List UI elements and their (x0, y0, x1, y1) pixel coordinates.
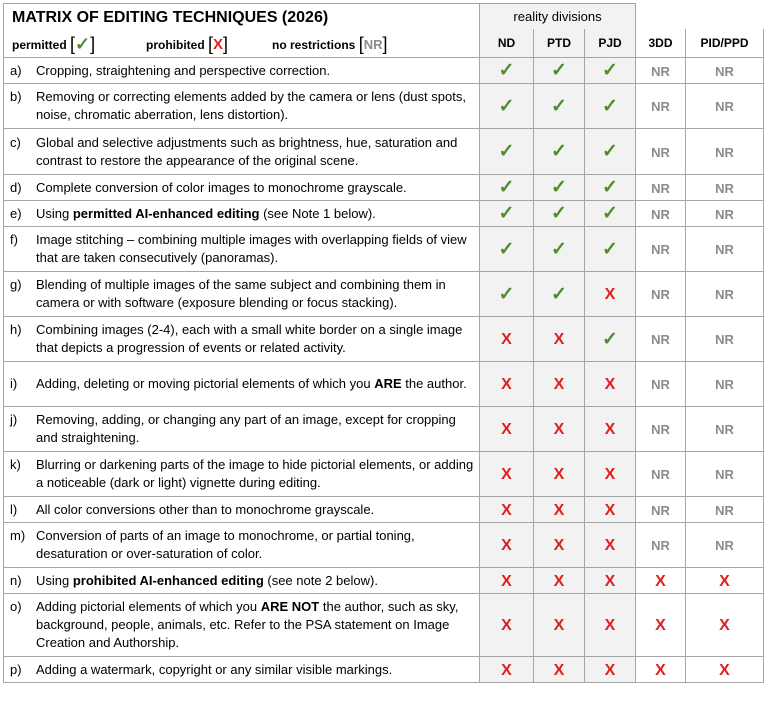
nr-badge: NR (715, 144, 734, 160)
row-letter: j) (10, 412, 18, 427)
legend-no-restrictions: no restrictions [ NR ] (272, 34, 388, 54)
table-row (4, 452, 764, 497)
header-blank (636, 4, 764, 30)
row-text-pre: Combining images (2-4), each with a small white border on a single image that depicts a progression of events or related activity. (36, 322, 463, 355)
row-text-pre: Adding pictorial elements of which you (36, 599, 261, 614)
row-text (36, 321, 475, 357)
row-letter: k) (10, 457, 21, 472)
check-icon: ✓ (551, 203, 567, 224)
technique-description (4, 129, 480, 175)
cell-pjd (585, 497, 636, 523)
cell-ptd (534, 272, 585, 317)
row-text-pre: Conversion of parts of an image to monochrome, or partial toning, desaturation or over-saturation of color. (36, 528, 415, 561)
cross-icon: X (501, 537, 512, 554)
row-text-pre: Cropping, straightening and perspective correction. (36, 62, 331, 78)
cell-pjd (585, 362, 636, 407)
table-row (4, 317, 764, 362)
table-row (4, 407, 764, 452)
row-letter: i) (10, 376, 18, 391)
col-header-3dd: 3DD (636, 29, 686, 57)
row-text-pre: Blending of multiple images of the same subject and combining them in camera or with software (exposure blending or focus stacking). (36, 277, 446, 310)
technique-description (4, 58, 480, 84)
cell-3dd (636, 452, 686, 497)
cross-icon: X (553, 331, 565, 348)
check-icon: ✓ (602, 328, 618, 350)
table-row (4, 657, 764, 683)
row-text (36, 375, 475, 393)
legend-prohibited-label: prohibited (146, 37, 205, 52)
cell-nd (480, 317, 534, 362)
cell-3dd (636, 227, 686, 272)
legend-permitted: permitted [ ✓ ] (12, 34, 96, 54)
nr-badge: NR (715, 538, 734, 553)
cell-pjd (585, 227, 636, 272)
cross-icon: X (604, 376, 616, 393)
row-text (36, 88, 475, 124)
cell-pid-ppd (686, 452, 764, 497)
row-text (36, 62, 475, 80)
cross-icon: X (604, 466, 616, 483)
cell-ptd (534, 175, 585, 201)
row-letter: e) (10, 205, 22, 221)
nr-badge: NR (715, 63, 734, 79)
technique-description (4, 523, 480, 568)
table-row (4, 272, 764, 317)
cross-icon: X (553, 617, 565, 634)
check-icon: ✓ (498, 238, 515, 260)
cell-3dd (636, 497, 686, 523)
legend-prohibited: prohibited [ X ] (146, 34, 229, 54)
row-text (36, 231, 475, 267)
cell-pid-ppd (686, 407, 764, 452)
row-text (36, 276, 475, 312)
table-row (4, 362, 764, 407)
cell-pjd (585, 84, 636, 129)
cell-ptd (534, 58, 585, 84)
nr-badge: NR (651, 538, 670, 553)
cell-3dd (636, 129, 686, 175)
row-text (36, 134, 475, 170)
cross-icon: X (604, 661, 616, 679)
cell-nd (480, 84, 534, 129)
row-text-pre: All color conversions other than to monochrome grayscale. (36, 501, 375, 517)
cross-icon: X (604, 421, 616, 438)
nr-badge: NR (651, 99, 670, 114)
cell-pid-ppd (686, 657, 764, 683)
cell-ptd (534, 227, 585, 272)
cross-icon: X (604, 572, 616, 590)
cross-icon: X (604, 501, 616, 519)
cell-ptd (534, 523, 585, 568)
row-text (36, 572, 475, 590)
nr-badge: NR (715, 332, 734, 347)
nr-badge: NR (363, 37, 383, 52)
cell-pjd (585, 201, 636, 227)
cell-pid-ppd (686, 568, 764, 594)
cell-ptd (534, 657, 585, 683)
row-text-post: the author, such as sky, background, people, animals, etc. Refer to the PSA statement on Image Creation and Authorship. (36, 599, 459, 650)
cell-3dd (636, 407, 686, 452)
cell-3dd (636, 362, 686, 407)
row-text (36, 598, 475, 652)
row-text-pre: Complete conversion of color images to monochrome grayscale. (36, 179, 407, 195)
cell-nd (480, 58, 534, 84)
check-icon: ✓ (551, 95, 567, 117)
check-icon: ✓ (498, 177, 515, 198)
row-text-bold: prohibited AI-enhanced editing (72, 572, 264, 588)
table-row (4, 497, 764, 523)
check-icon: ✓ (551, 60, 567, 81)
table-row (4, 58, 764, 84)
cell-3dd (636, 201, 686, 227)
check-icon: ✓ (602, 203, 618, 224)
nr-badge: NR (651, 180, 670, 196)
table-row (4, 84, 764, 129)
legend (12, 34, 473, 55)
cell-3dd (636, 272, 686, 317)
cell-pjd (585, 657, 636, 683)
cell-nd (480, 523, 534, 568)
cell-nd (480, 497, 534, 523)
cross-icon: X (213, 36, 224, 53)
cell-nd (480, 568, 534, 594)
technique-description (4, 84, 480, 129)
technique-description (4, 407, 480, 452)
cell-nd (480, 657, 534, 683)
cross-icon: X (655, 572, 666, 590)
cross-icon: X (501, 376, 512, 393)
cell-pjd (585, 594, 636, 657)
legend-permitted-label: permitted (12, 37, 67, 52)
check-icon: ✓ (498, 283, 515, 305)
row-text-pre: Using (36, 572, 73, 588)
row-letter: l) (10, 501, 18, 517)
row-text-pre: Blurring or darkening parts of the image to hide pictorial elements, or adding a noticeable (dark or light) vignette during editing. (36, 457, 474, 490)
row-text-post: the author. (401, 376, 467, 391)
legend-nr-label: no restrictions (272, 37, 356, 52)
check-icon: ✓ (602, 141, 618, 162)
row-text-post: (see note 2 below). (263, 572, 378, 588)
check-icon: ✓ (551, 141, 567, 162)
cross-icon: X (604, 537, 616, 554)
technique-description (4, 201, 480, 227)
cross-icon: X (501, 466, 512, 483)
row-text (36, 411, 475, 447)
cell-ptd (534, 407, 585, 452)
cross-icon: X (719, 617, 730, 634)
cell-pid-ppd (686, 594, 764, 657)
technique-description (4, 362, 480, 407)
table-row (4, 201, 764, 227)
row-text (36, 179, 475, 197)
cross-icon: X (553, 376, 565, 393)
row-text-pre: Adding a watermark, copyright or any similar visible markings. (36, 661, 393, 677)
row-letter: o) (10, 599, 22, 614)
row-text (36, 205, 475, 223)
row-text (36, 527, 475, 563)
cell-pjd (585, 568, 636, 594)
cell-3dd (636, 84, 686, 129)
table-row (4, 129, 764, 175)
col-header-ptd: PTD (534, 29, 585, 57)
cell-ptd (534, 362, 585, 407)
cell-pid-ppd (686, 272, 764, 317)
cell-nd (480, 201, 534, 227)
cell-3dd (636, 523, 686, 568)
technique-description (4, 657, 480, 683)
row-text (36, 501, 475, 519)
cell-ptd (534, 497, 585, 523)
cell-nd (480, 272, 534, 317)
col-header-nd: ND (480, 29, 534, 57)
check-icon: ✓ (551, 283, 567, 305)
row-letter: n) (10, 572, 22, 588)
row-text-pre: Removing, adding, or changing any part of an image, except for cropping and straightening. (36, 412, 456, 445)
technique-description (4, 568, 480, 594)
row-text (36, 661, 475, 679)
cell-pid-ppd (686, 317, 764, 362)
row-text-pre: Removing or correcting elements added by the camera or lens (dust spots, noise, chromatic aberration, lens distortion). (36, 89, 466, 122)
cross-icon: X (553, 421, 565, 438)
row-letter: p) (10, 661, 22, 677)
row-text (36, 456, 475, 492)
nr-badge: NR (715, 377, 734, 392)
check-icon: ✓ (602, 95, 618, 117)
cell-pjd (585, 452, 636, 497)
cell-3dd (636, 317, 686, 362)
technique-description (4, 317, 480, 362)
col-header-pjd: PJD (585, 29, 636, 57)
check-icon: ✓ (75, 34, 91, 54)
cell-ptd (534, 568, 585, 594)
check-icon: ✓ (551, 238, 567, 260)
check-icon: ✓ (498, 141, 515, 162)
nr-badge: NR (715, 180, 734, 196)
nr-badge: NR (651, 144, 670, 160)
cell-nd (480, 594, 534, 657)
cross-icon: X (501, 572, 512, 590)
table-row (4, 227, 764, 272)
technique-description (4, 452, 480, 497)
technique-description (4, 227, 480, 272)
row-text-bold: permitted AI-enhanced editing (72, 205, 260, 221)
check-icon: ✓ (602, 238, 618, 260)
cell-pid-ppd (686, 362, 764, 407)
technique-description (4, 272, 480, 317)
cross-icon: X (501, 331, 512, 348)
nr-badge: NR (715, 287, 734, 302)
cell-ptd (534, 452, 585, 497)
cell-nd (480, 452, 534, 497)
cell-pid-ppd (686, 201, 764, 227)
technique-description (4, 175, 480, 201)
cross-icon: X (501, 617, 512, 634)
row-letter: b) (10, 89, 22, 104)
check-icon: ✓ (602, 60, 618, 81)
cell-ptd (534, 84, 585, 129)
cell-pjd (585, 407, 636, 452)
cell-pjd (585, 272, 636, 317)
cell-pid-ppd (686, 523, 764, 568)
nr-badge: NR (651, 332, 670, 347)
col-header-pid-ppd: PID/PPD (686, 29, 764, 57)
cell-nd (480, 175, 534, 201)
cell-nd (480, 227, 534, 272)
nr-badge: NR (651, 287, 670, 302)
check-icon: ✓ (498, 95, 515, 117)
cross-icon: X (553, 501, 565, 519)
nr-badge: NR (651, 63, 670, 79)
check-icon: ✓ (498, 60, 515, 81)
cell-ptd (534, 317, 585, 362)
cell-ptd (534, 201, 585, 227)
cell-pid-ppd (686, 129, 764, 175)
row-letter: a) (10, 62, 22, 78)
cell-pjd (585, 523, 636, 568)
row-letter: h) (10, 322, 22, 337)
row-text-bold: ARE (374, 376, 402, 391)
cell-pid-ppd (686, 497, 764, 523)
cross-icon: X (501, 501, 512, 519)
nr-badge: NR (715, 242, 734, 257)
cross-icon: X (501, 421, 512, 438)
cross-icon: X (604, 286, 616, 303)
nr-badge: NR (651, 422, 670, 437)
row-letter: d) (10, 179, 22, 195)
row-text-pre: Global and selective adjustments such as brightness, hue, saturation and contrast to restore the appearance of the original scene. (36, 134, 458, 168)
check-icon: ✓ (602, 177, 618, 198)
table-row (4, 175, 764, 201)
cross-icon: X (553, 537, 565, 554)
cross-icon: X (604, 617, 616, 634)
cross-icon: X (553, 661, 565, 679)
cross-icon: X (655, 617, 666, 634)
technique-description (4, 594, 480, 657)
nr-badge: NR (651, 377, 670, 392)
nr-badge: NR (651, 206, 670, 222)
cell-pid-ppd (686, 227, 764, 272)
nr-badge: NR (715, 502, 734, 518)
cross-icon: X (553, 466, 565, 483)
row-letter: m) (10, 528, 26, 543)
table-row (4, 523, 764, 568)
cell-pjd (585, 175, 636, 201)
check-icon: ✓ (551, 177, 567, 198)
cross-icon: X (655, 661, 666, 679)
nr-badge: NR (715, 467, 734, 482)
cell-ptd (534, 594, 585, 657)
page-title: MATRIX OF EDITING TECHNIQUES (2026) (12, 9, 329, 26)
cell-nd (480, 129, 534, 175)
check-icon: ✓ (498, 203, 515, 224)
cross-icon: X (719, 572, 730, 590)
nr-badge: NR (651, 242, 670, 257)
cell-pjd (585, 58, 636, 84)
nr-badge: NR (715, 206, 734, 222)
editing-matrix-table (3, 3, 764, 683)
row-text-post: (see Note 1 below). (259, 205, 376, 221)
table-row (4, 568, 764, 594)
cross-icon: X (719, 661, 730, 679)
cell-3dd (636, 568, 686, 594)
header-cell (4, 4, 480, 58)
cell-pid-ppd (686, 58, 764, 84)
cell-pid-ppd (686, 175, 764, 201)
row-letter: f) (10, 232, 18, 247)
cell-nd (480, 407, 534, 452)
row-letter: g) (10, 277, 22, 292)
nr-badge: NR (651, 502, 670, 518)
cell-3dd (636, 594, 686, 657)
cross-icon: X (553, 572, 565, 590)
nr-badge: NR (651, 467, 670, 482)
row-text-pre: Using (36, 205, 73, 221)
row-letter: c) (10, 134, 21, 150)
row-text-pre: Image stitching – combining multiple images with overlapping fields of view that are taken consecutively (panoramas). (36, 232, 467, 265)
cell-3dd (636, 175, 686, 201)
table-row (4, 594, 764, 657)
technique-description (4, 497, 480, 523)
cell-pjd (585, 317, 636, 362)
nr-badge: NR (715, 99, 734, 114)
row-text-bold: ARE NOT (260, 599, 320, 614)
cell-3dd (636, 58, 686, 84)
row-text-pre: Adding, deleting or moving pictorial elements of which you (36, 376, 375, 391)
cell-ptd (534, 129, 585, 175)
cell-3dd (636, 657, 686, 683)
cell-nd (480, 362, 534, 407)
cross-icon: X (501, 661, 512, 679)
nr-badge: NR (715, 422, 734, 437)
cell-pjd (585, 129, 636, 175)
group-header-reality-divisions: reality divisions (480, 4, 636, 30)
cell-pid-ppd (686, 84, 764, 129)
